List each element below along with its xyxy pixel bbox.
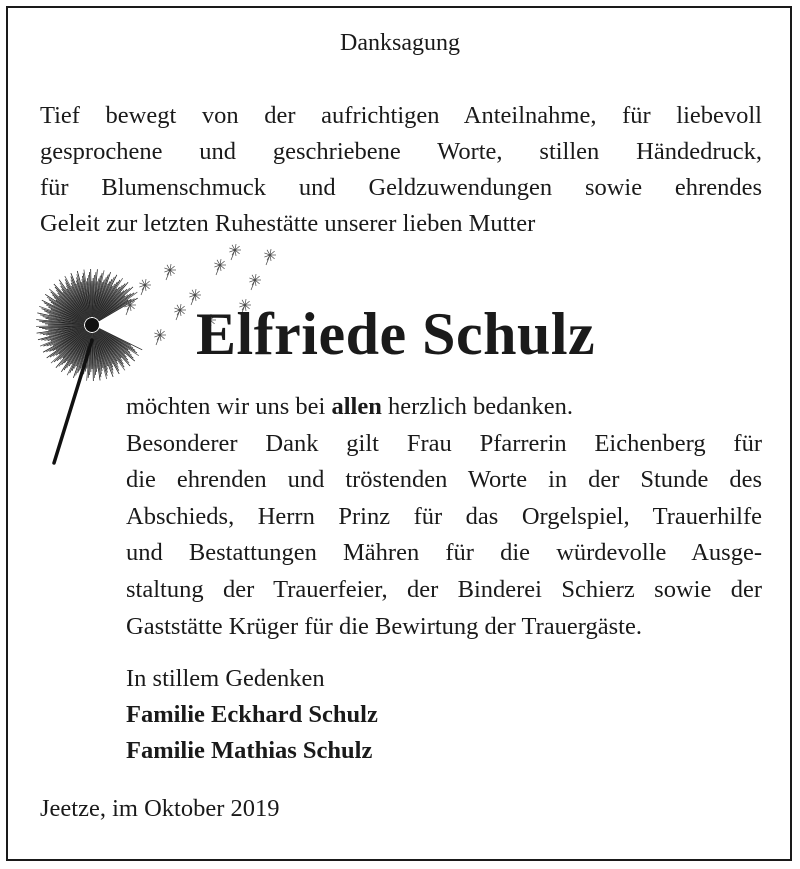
thanks-emphasis: allen (331, 393, 382, 420)
intro-line: gesprochene und geschriebene Worte, stillen Händedruck, (40, 138, 762, 165)
family-name: Familie Mathias Schulz (126, 737, 373, 764)
body-line: Abschieds, Herrn Prinz für das Orgelspiel, Trauerhilfe (126, 502, 762, 530)
notice-heading: Danksagung (340, 30, 460, 56)
thanks-text: möchten wir uns bei (126, 393, 332, 420)
intro-paragraph (40, 98, 762, 242)
closing-phrase: In stillem Gedenken (126, 665, 325, 692)
body-line: die ehrenden und tröstenden Worte in der Stunde des (126, 466, 762, 494)
body-line: Gaststätte Krüger für die Bewirtung der Trauergäste. (126, 612, 642, 640)
family-name: Familie Eckhard Schulz (126, 701, 378, 728)
thanks-text: herzlich bedanken. (381, 393, 574, 420)
body-line: staltung der Trauerfeier, der Binderei Schierz sowie der (126, 575, 762, 603)
closing-block (126, 661, 378, 769)
place-date: Jeetze, im Oktober 2019 (40, 795, 280, 822)
intro-line: Geleit zur letzten Ruhestätte unserer lieben Mutter (40, 210, 536, 237)
thanks-paragraph (126, 389, 762, 645)
deceased-name: Elfriede Schulz (196, 301, 596, 367)
intro-line: Tief bewegt von der aufrichtigen Anteilnahme, für liebevoll (40, 102, 762, 129)
body-line: Besonderer Dank gilt Frau Pfarrerin Eichenberg für (126, 429, 762, 457)
body-line: und Bestattungen Mähren für die würdevolle Ausge- (126, 539, 762, 567)
thanks-line (126, 389, 762, 426)
intro-line: für Blumenschmuck und Geldzuwendungen sowie ehrendes (40, 174, 762, 201)
